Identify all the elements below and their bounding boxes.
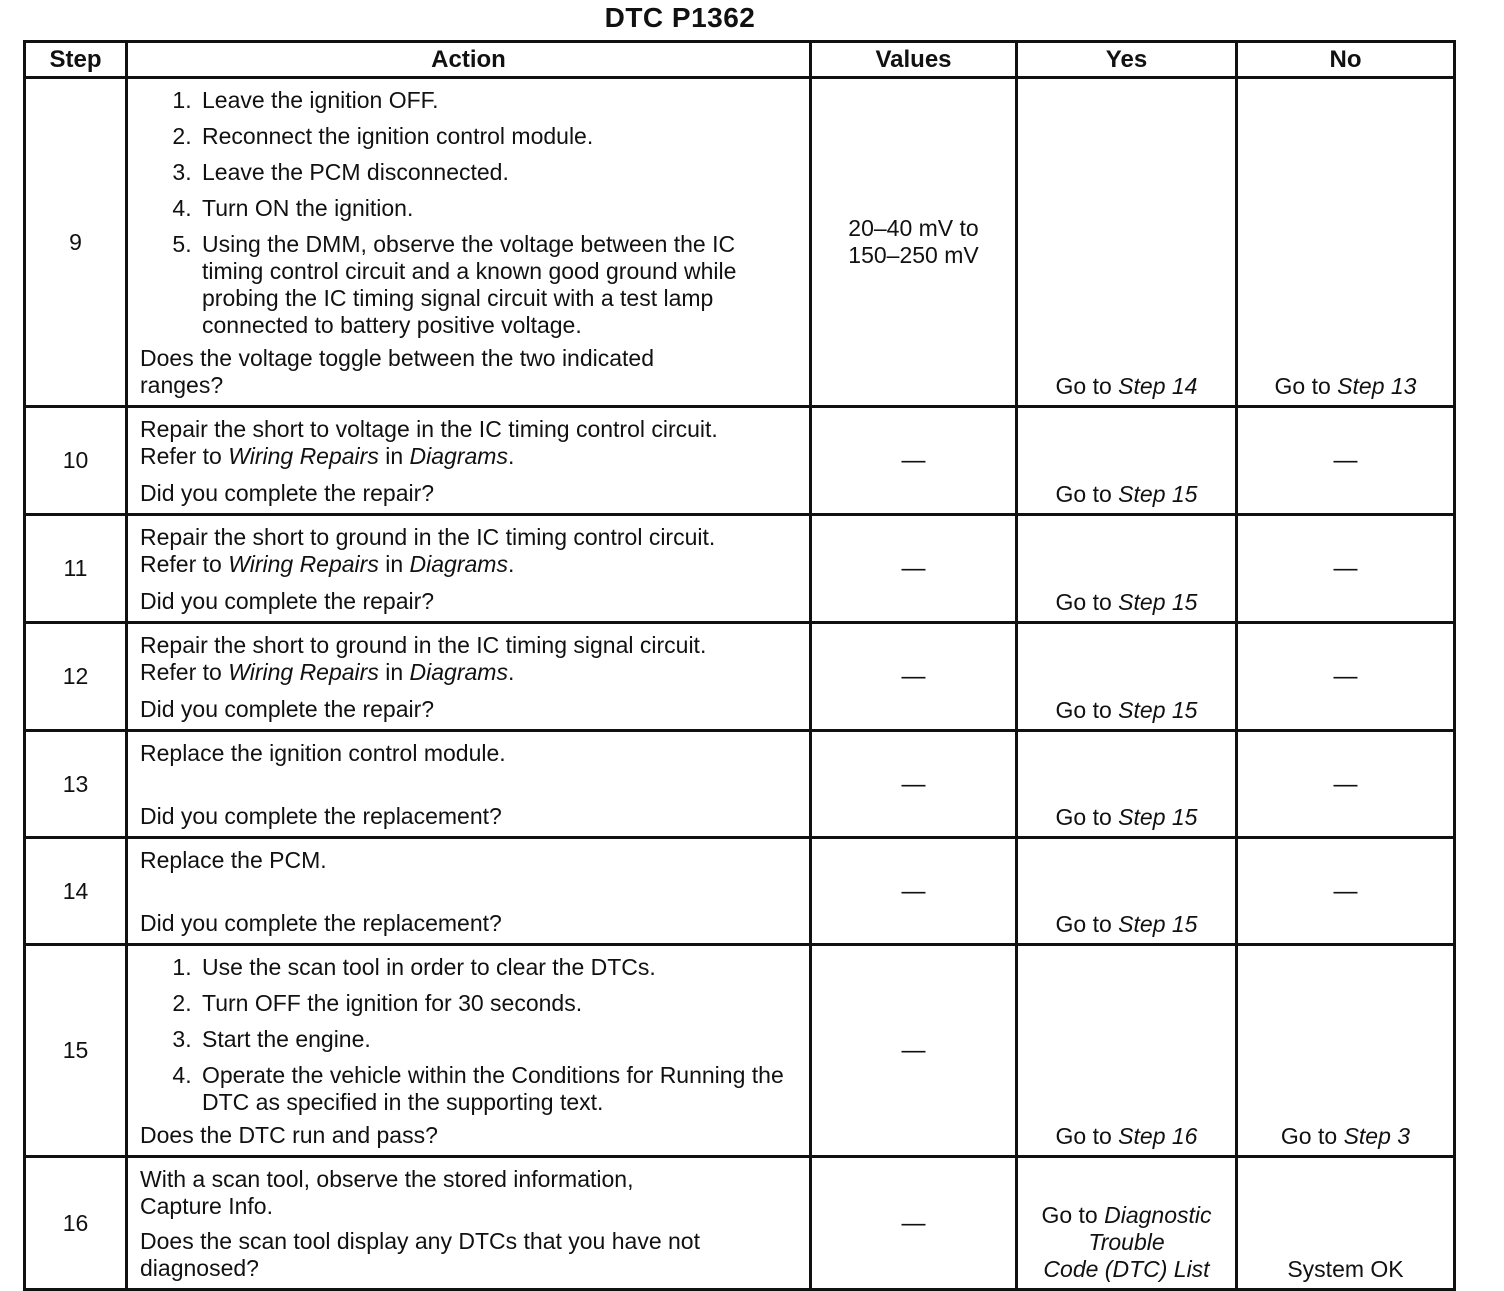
values-cell: —	[811, 731, 1017, 838]
procedure-step: 1. Use the scan tool in order to clear the DTCs.	[198, 954, 799, 981]
table-row	[25, 945, 1455, 1157]
procedure-step: 3. Leave the PCM disconnected.	[198, 159, 799, 186]
header-no: No	[1237, 42, 1455, 78]
action-cell	[127, 731, 811, 838]
question-text: Did you complete the repair?	[140, 588, 435, 614]
header-row	[25, 42, 1455, 78]
table-row	[25, 623, 1455, 731]
dtc-list-link[interactable]: Diagnostic	[1104, 1202, 1212, 1228]
step-link[interactable]: Step 16	[1118, 1123, 1198, 1149]
goto-prefix: Go to	[1055, 373, 1119, 399]
question-text: Did you complete the replacement?	[140, 910, 502, 936]
reference-period: .	[507, 659, 515, 685]
procedure-step: 2. Reconnect the ignition control module.	[198, 123, 799, 150]
no-cell	[1237, 78, 1455, 407]
reference-line	[140, 443, 799, 470]
question-text: Did you complete the repair?	[140, 480, 435, 506]
procedure-step: 4. Operate the vehicle within the Conditions for Running the DTC as specified in the supporting text.	[198, 1062, 799, 1116]
header-values: Values	[811, 42, 1017, 78]
yes-cell	[1017, 838, 1237, 945]
question-text: Did you complete the repair?	[140, 696, 435, 722]
goto-prefix: Go to	[1055, 481, 1119, 507]
no-cell: —	[1237, 623, 1455, 731]
diagrams-link[interactable]: Diagrams	[409, 443, 508, 469]
step-link[interactable]: Step 14	[1118, 373, 1198, 399]
table-row	[25, 515, 1455, 623]
reference-prefix: Refer to	[140, 551, 229, 577]
no-cell: —	[1237, 838, 1455, 945]
reference-period: .	[507, 551, 515, 577]
procedure-step: 4. Turn ON the ignition.	[198, 195, 799, 222]
step-number: 14	[25, 838, 127, 945]
wiring-repairs-link[interactable]: Wiring Repairs	[228, 551, 379, 577]
procedure-step: 3. Start the engine.	[198, 1026, 799, 1053]
action-cell	[127, 945, 811, 1157]
diagrams-link[interactable]: Diagrams	[409, 659, 508, 685]
yes-cell	[1017, 731, 1237, 838]
question-text: Does the voltage toggle between the two indicated ranges?	[140, 345, 655, 398]
step-link[interactable]: Step 15	[1118, 911, 1198, 937]
action-cell	[127, 623, 811, 731]
question-text: Does the DTC run and pass?	[140, 1122, 438, 1148]
goto-prefix: Go to	[1041, 1202, 1105, 1228]
step-number: 16	[25, 1157, 127, 1290]
reference-period: .	[507, 443, 515, 469]
procedure-step: 2. Turn OFF the ignition for 30 seconds.	[198, 990, 799, 1017]
action-cell	[127, 515, 811, 623]
dtc-table	[23, 40, 1456, 1291]
yes-cell	[1017, 407, 1237, 515]
goto-prefix: Go to	[1055, 589, 1119, 615]
action-text: Replace the ignition control module.	[140, 740, 506, 766]
procedure-list	[140, 954, 799, 1116]
values-cell: —	[811, 945, 1017, 1157]
dtc-list-link[interactable]: Trouble	[1088, 1229, 1165, 1255]
goto-prefix: Go to	[1055, 697, 1119, 723]
no-cell: System OK	[1237, 1157, 1455, 1290]
goto-prefix: Go to	[1274, 373, 1338, 399]
reference-line	[140, 551, 799, 578]
wiring-repairs-link[interactable]: Wiring Repairs	[228, 443, 379, 469]
reference-joiner: in	[378, 443, 410, 469]
procedure-step: 1. Leave the ignition OFF.	[198, 87, 799, 114]
values-cell: —	[811, 1157, 1017, 1290]
action-cell	[127, 78, 811, 407]
goto-prefix: Go to	[1055, 1123, 1119, 1149]
step-link[interactable]: Step 15	[1118, 589, 1198, 615]
table-row	[25, 731, 1455, 838]
goto-prefix: Go to	[1055, 911, 1119, 937]
step-number: 13	[25, 731, 127, 838]
question-text: Did you complete the replacement?	[140, 803, 502, 829]
action-cell	[127, 838, 811, 945]
value-text: 150–250 mV	[848, 242, 979, 268]
action-text: Repair the short to ground in the IC timing control circuit.	[140, 524, 716, 550]
step-link[interactable]: Step 15	[1118, 804, 1198, 830]
step-number: 15	[25, 945, 127, 1157]
no-cell: —	[1237, 407, 1455, 515]
action-text: Repair the short to voltage in the IC timing control circuit.	[140, 416, 718, 442]
step-link[interactable]: Step 3	[1343, 1123, 1411, 1149]
values-cell: —	[811, 623, 1017, 731]
table-row	[25, 78, 1455, 407]
action-cell	[127, 407, 811, 515]
values-cell: —	[811, 515, 1017, 623]
yes-cell	[1017, 78, 1237, 407]
value-text: 20–40 mV to	[848, 215, 979, 241]
goto-prefix: Go to	[1055, 804, 1119, 830]
goto-prefix: Go to	[1280, 1123, 1344, 1149]
question-text: Does the scan tool display any DTCs that you have not diagnosed?	[140, 1228, 700, 1281]
action-text: Repair the short to ground in the IC timing signal circuit.	[140, 632, 707, 658]
header-yes: Yes	[1017, 42, 1237, 78]
action-cell	[127, 1157, 811, 1290]
dtc-list-link-line	[1019, 1202, 1234, 1229]
reference-joiner: in	[378, 659, 410, 685]
dtc-list-link[interactable]: Code (DTC) List	[1043, 1256, 1210, 1282]
diagrams-link[interactable]: Diagrams	[409, 551, 508, 577]
action-text: Replace the PCM.	[140, 847, 327, 873]
values-cell: —	[811, 838, 1017, 945]
reference-prefix: Refer to	[140, 659, 229, 685]
no-cell	[1237, 945, 1455, 1157]
reference-prefix: Refer to	[140, 443, 229, 469]
step-link[interactable]: Step 15	[1118, 481, 1198, 507]
page-title: DTC P1362	[604, 2, 756, 33]
wiring-repairs-link[interactable]: Wiring Repairs	[228, 659, 379, 685]
values-cell	[811, 78, 1017, 407]
yes-cell	[1017, 1157, 1237, 1290]
no-cell: —	[1237, 731, 1455, 838]
values-cell: —	[811, 407, 1017, 515]
yes-cell	[1017, 623, 1237, 731]
procedure-step: 5. Using the DMM, observe the voltage between the IC timing control circuit and a known good ground while probing the IC timing signal circuit with a test lamp connected to battery positive voltage.	[198, 231, 799, 339]
reference-joiner: in	[378, 551, 410, 577]
action-text: With a scan tool, observe the stored information,	[140, 1166, 634, 1192]
yes-cell	[1017, 945, 1237, 1157]
header-step: Step	[25, 42, 127, 78]
table-row	[25, 838, 1455, 945]
step-link[interactable]: Step 15	[1118, 697, 1198, 723]
step-number: 12	[25, 623, 127, 731]
step-link[interactable]: Step 13	[1337, 373, 1417, 399]
step-number: 9	[25, 78, 127, 407]
step-number: 10	[25, 407, 127, 515]
table-row	[25, 1157, 1455, 1290]
table-row	[25, 407, 1455, 515]
yes-cell	[1017, 515, 1237, 623]
no-cell: —	[1237, 515, 1455, 623]
header-action: Action	[127, 42, 811, 78]
step-number: 11	[25, 515, 127, 623]
reference-line	[140, 659, 799, 686]
procedure-list	[140, 87, 799, 339]
action-text: Capture Info.	[140, 1193, 273, 1219]
